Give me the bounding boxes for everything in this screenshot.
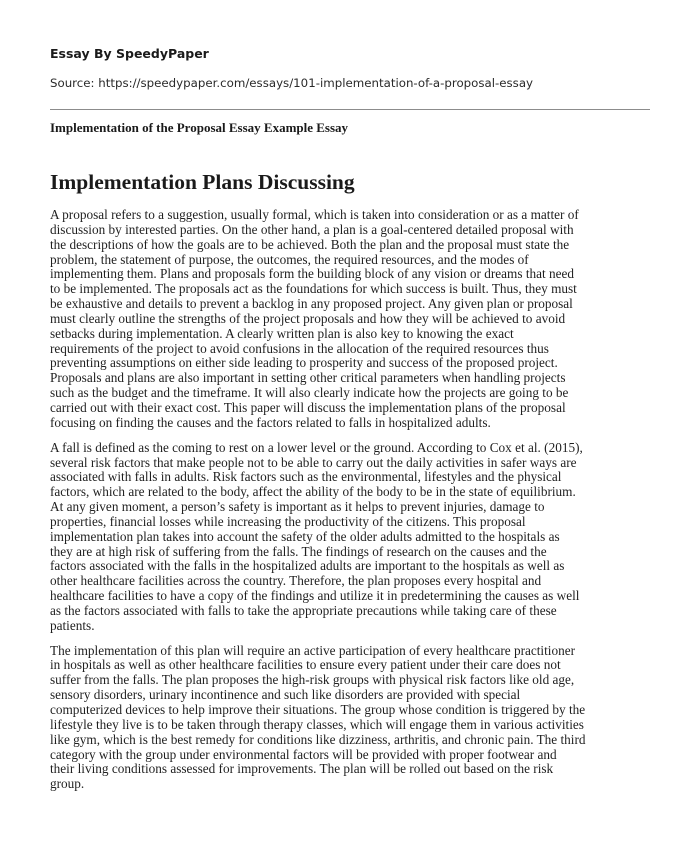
divider xyxy=(50,109,650,110)
page-title: Implementation Plans Discussing xyxy=(50,170,355,194)
paragraph: The implementation of this plan will require an active participation of every healthcare practitioner in hospitals as well as other healthcare facilities to ensure every patient under their care does not suffer from the falls. The plan proposes the high-risk groups with physical risk factors like old age, sensory disorders, urinary incontinence and such like disorders are provided with special computerized devices to help improve their situations. The group whose condition is triggered by the lifestyle they live is to be taken through therapy classes, which will engage them in various activities like gym, which is the best remedy for conditions like dizziness, arthritis, and chronic pain. The third category with the group under environmental factors will be provided with proper footwear and their living conditions assessed for improvements. The plan will be rolled out based on the risk group. xyxy=(50,642,586,792)
source-link[interactable]: Source: https://speedypaper.com/essays/101-implementation-of-a-proposal-essay xyxy=(50,76,534,90)
essay-subtitle: Implementation of the Proposal Essay Example Essay xyxy=(50,120,349,135)
essay-body xyxy=(50,208,652,802)
paragraph: A proposal refers to a suggestion, usually formal, which is taken into consideration or as a matter of discussion by interested parties. On the other hand, a plan is a goal-centered detailed proposal with the descriptions of how the goals are to be achieved. Both the plan and the proposal must state the problem, the statement of purpose, the outcomes, the required resources, and the modes of implementing them. Plans and proposals form the building block of any vision or dreams that need to be implemented. The proposals act as the foundations for which success is built. Thus, they must be exhaustive and details to prevent a backlog in any proposed project. Any given plan or proposal must clearly outline the strengths of the project proposals and how they will be achieved to avoid setbacks during implementation. A clearly written plan is also key to knowing the exact requirements of the project to avoid confusions in the allocation of the required resources thus preventing assumptions on either side leading to prosperity and success of the proposed project. Proposals and plans are also important in setting other critical parameters when handling projects such as the budget and the timeframe. It will also clearly indicate how the projects are going to be carried out with their exact cost. This paper will discuss the implementation plans of the proposal focusing on finding the causes and the factors related to falls in hospitalized adults. xyxy=(50,207,579,430)
brand-title: Essay By SpeedyPaper xyxy=(50,46,209,61)
paragraph: A fall is defined as the coming to rest on a lower level or the ground. According to Cox et al. (2015), several risk factors that make people not to be able to carry out the daily activities in safer ways are associated with falls in adults. Risk factors such as the environmental, lifestyles and the physical factors, which are related to the body, affect the ability of the body to be in the state of equilibrium. At any given moment, a person’s safety is important as it helps to prevent injuries, damage to properties, financial losses while increasing the productivity of the citizens. This proposal implementation plan takes into account the safety of the older adults admitted to the hospitals as they are at high risk of suffering from the falls. The findings of research on the causes and the factors associated with the falls in the hospitalized adults are important to the hospitals as well as other healthcare facilities across the country. Therefore, the plan proposes every hospital and healthcare facilities to have a copy of the findings and utilize it in predetermining the causes as well as the factors associated with falls to take the appropriate precautions while taking care of these patients. xyxy=(50,439,583,633)
